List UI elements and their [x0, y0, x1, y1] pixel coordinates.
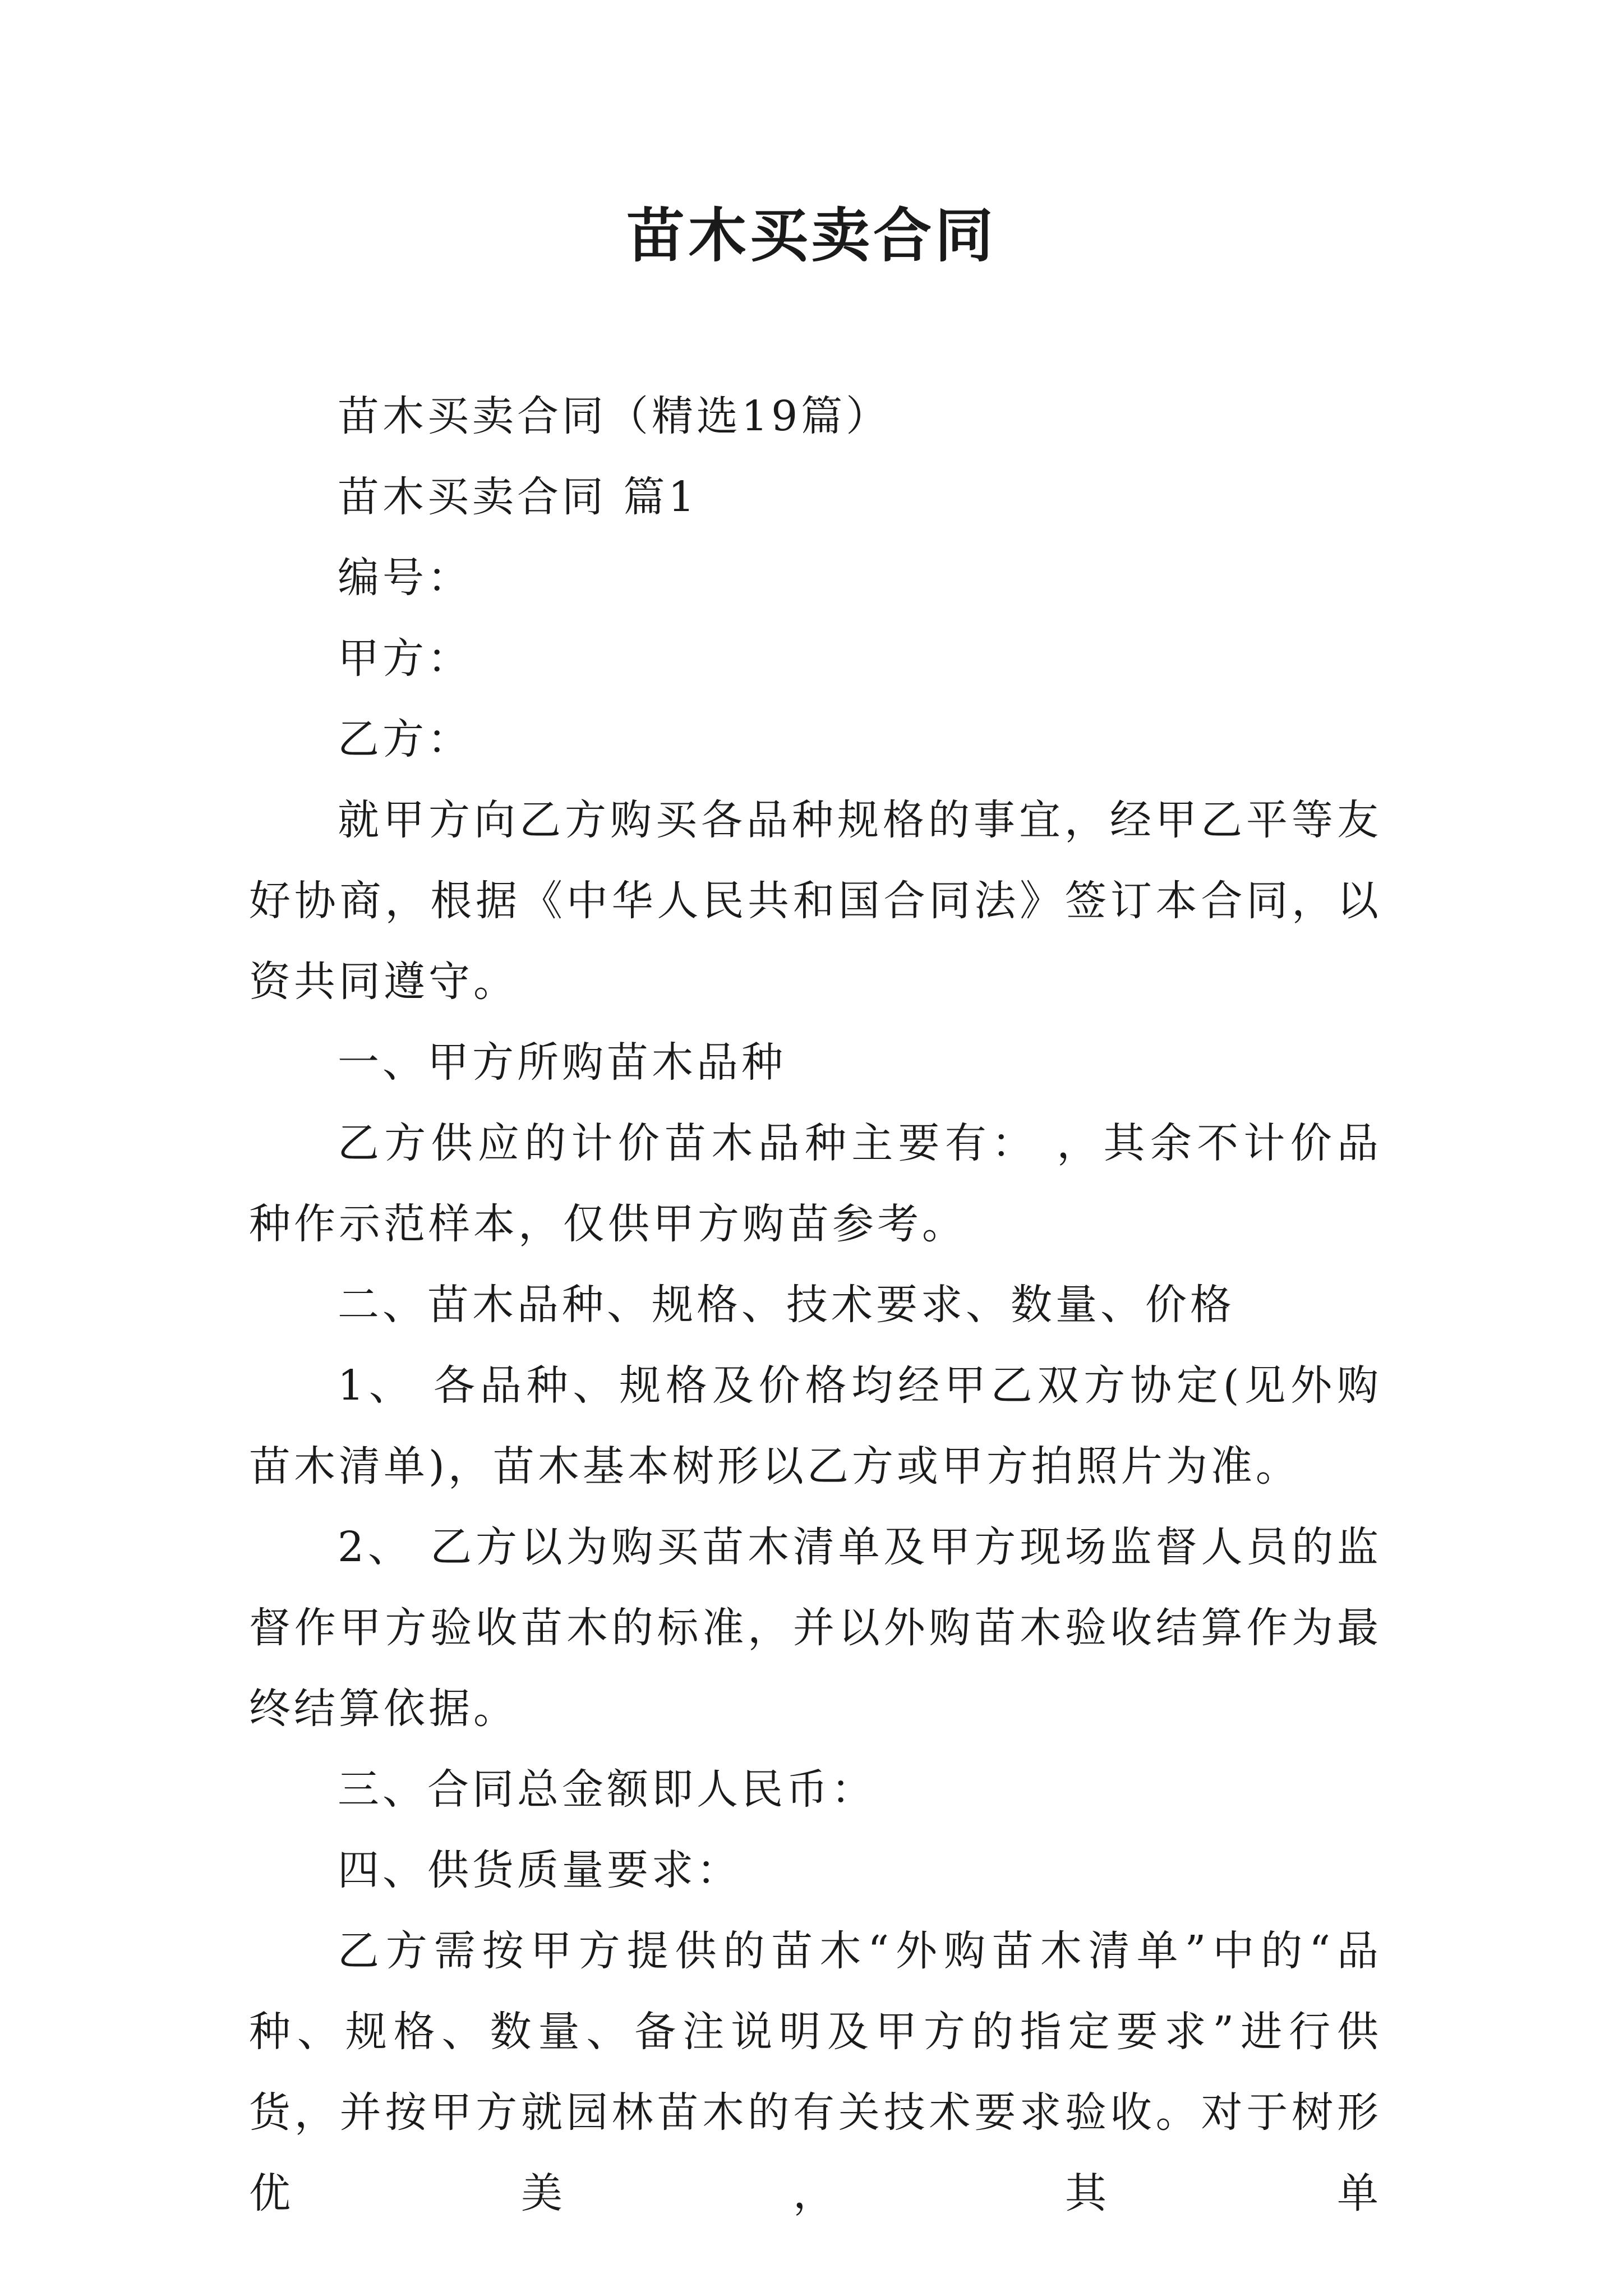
field-number: 编号：	[338, 554, 472, 602]
clause-heading-4: 四、供货质量要求：	[338, 1846, 741, 1894]
field-party-b: 乙方：	[338, 715, 472, 763]
clause-heading-1: 一、甲方所购苗木品种	[338, 1038, 786, 1087]
clause-heading-2: 二、苗木品种、规格、技术要求、数量、价格	[338, 1281, 1235, 1329]
subtitle-collection: 苗木买卖合同（精选19篇）	[338, 392, 891, 440]
field-party-a: 甲方：	[338, 634, 472, 683]
document-title: 苗木买卖合同	[626, 201, 997, 270]
section-heading-part-1: 苗木买卖合同 篇1	[338, 473, 698, 521]
clause-heading-3: 三、合同总金额即人民币：	[338, 1765, 876, 1814]
document-body	[249, 376, 1382, 2234]
paragraph-item-2: 2、 乙方以为购买苗木清单及甲方现场监督人员的监督作甲方验收苗木的标准，并以外购苗木验收结算作为最终结算依据。	[249, 1523, 1382, 1733]
paragraph-quality: 乙方需按甲方提供的苗木“外购苗木清单”中的“品种、规格、数量、备注说明及甲方的指定要求”进行供货，并按甲方就园林苗木的有关技术要求验收。对于树形优美，其单	[249, 1927, 1382, 2217]
paragraph-varieties: 乙方供应的计价苗木品种主要有： ，其余不计价品种作示范样本，仅供甲方购苗参考。	[249, 1119, 1382, 1248]
paragraph-item-1: 1、 各品种、规格及价格均经甲乙双方协定(见外购苗木清单)，苗木基本树形以乙方或甲方拍照片为准。	[249, 1361, 1382, 1490]
paragraph-preamble: 就甲方向乙方购买各品种规格的事宜，经甲乙平等友好协商，根据《中华人民共和国合同法》签订本合同，以资共同遵守。	[249, 796, 1382, 1006]
